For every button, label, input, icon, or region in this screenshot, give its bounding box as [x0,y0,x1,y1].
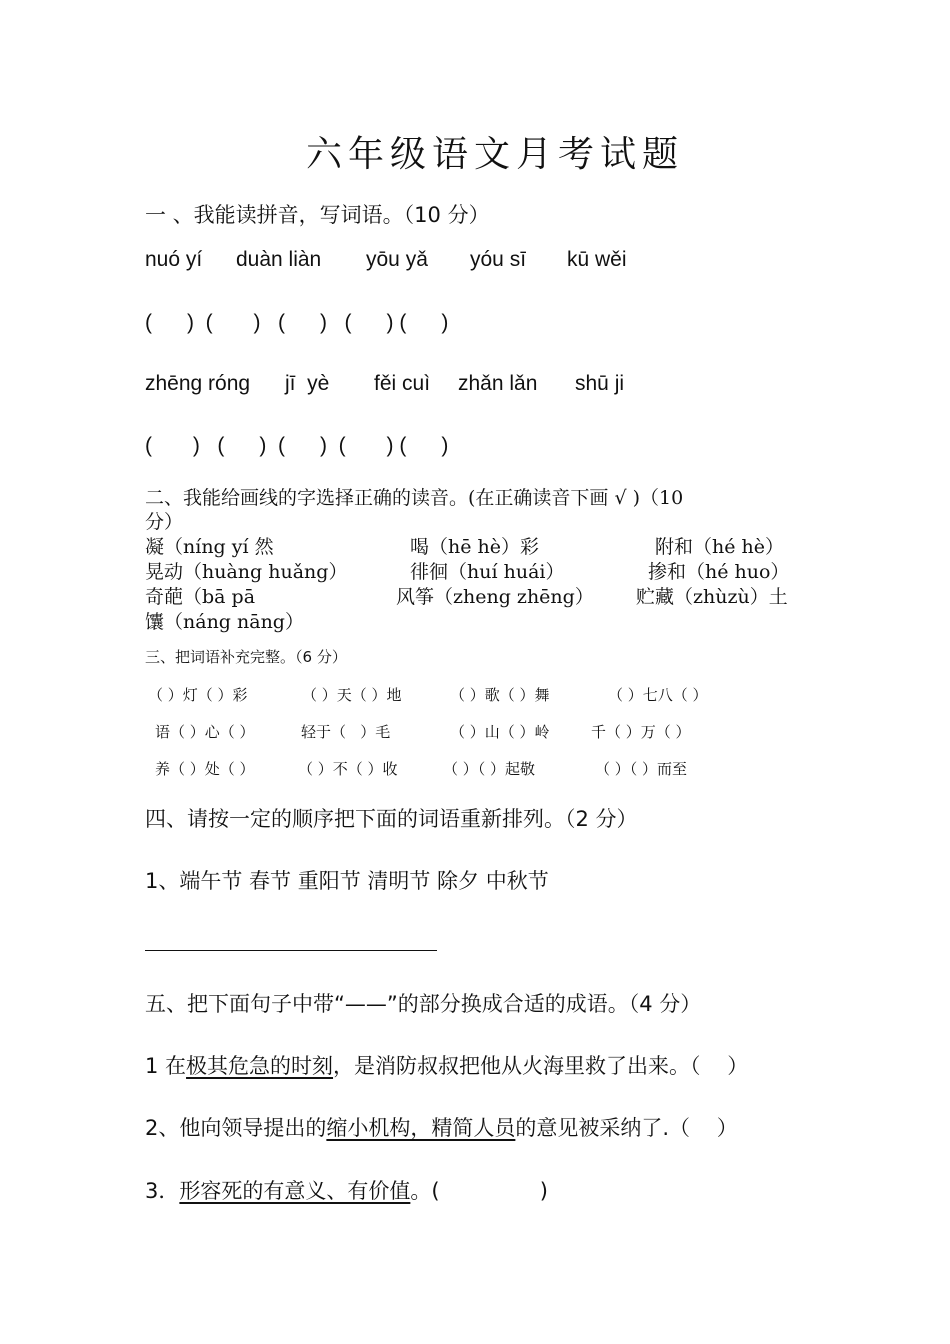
reading-item: 馕（náng nāng） [145,611,304,633]
answer-blanks-2[interactable]: ( ) ( ) ( ) ( ) ( ) [145,434,449,457]
question-1: 1 在极其危急的时刻，是消防叔叔把他从火海里救了出来。（ ） [145,1054,749,1078]
idiom-fill[interactable]: （ ）歌（ ）舞 [450,686,550,704]
idiom-fill[interactable]: 千（ ）万（ ） [591,723,691,741]
answer-blanks-1[interactable]: ( ) ( ) ( ) ( ) ( ) [145,311,449,334]
pinyin-1-4: yóu sī [470,248,527,271]
idiom-fill[interactable]: （ ）不（ ）收 [298,760,398,778]
pinyin-2-3: fěi cuì [374,372,431,395]
pinyin-1-2: duàn liàn [236,248,322,271]
idiom-fill[interactable]: 养（ ）处（ ） [155,760,255,778]
question-2: 2、他向领导提出的缩小机构，精简人员的意见被采纳了.（ ） [145,1116,738,1140]
reading-item: 掺和（hé huo） [648,561,790,583]
order-item: 1、端午节 春节 重阳节 清明节 除夕 中秋节 [145,869,549,893]
section-4-heading: 四、请按一定的顺序把下面的词语重新排列。（2 分） [145,807,638,831]
reading-item: 徘徊（huí huái） [410,561,565,583]
reading-item: 凝（níng yí 然 [145,536,274,558]
pinyin-2-1: zhēng róng [145,372,251,395]
reading-item: 晃动（huàng huǎng） [145,561,348,583]
underlined-phrase: 缩小机构，精简人员 [326,1116,516,1140]
reading-item: 附和（hé hè） [655,536,785,558]
page-title: 六年级语文月考试题 [305,134,684,175]
idiom-fill[interactable]: （ ）天（ ）地 [302,686,402,704]
section-5-heading: 五、把下面句子中带“——”的部分换成合适的成语。（4 分） [145,992,702,1016]
section-2-heading: 二、我能给画线的字选择正确的读音。(在正确读音下画 √ )（10 [145,487,684,509]
pinyin-2-4: zhǎn lǎn [458,372,538,395]
underlined-phrase: 形容死的有意义、有价值 [179,1179,411,1203]
idiom-fill[interactable]: （ ）山（ ）岭 [450,723,550,741]
section-2-heading-cont: 分） [145,511,184,533]
idiom-fill[interactable]: （ ）（ ）起敬 [443,760,536,778]
reading-item: 奇葩（bā pā [145,586,256,608]
pinyin-1-3: yōu yǎ [366,248,428,271]
section-3-heading: 三、把词语补充完整。（6 分） [145,648,347,666]
section-1-heading: 一 、我能读拼音，写词语。（10 分） [145,203,490,227]
idiom-fill[interactable]: 轻于（ ）毛 [301,723,391,741]
pinyin-2-2: jī yè [285,372,330,395]
idiom-fill[interactable]: （ ）灯（ ）彩 [148,686,248,704]
pinyin-1-1: nuó yí [145,248,203,271]
pinyin-2-5: shū ji [575,372,625,395]
reading-item: 贮藏（zhùzù）土 [636,586,788,608]
reading-item: 喝（hē hè）彩 [410,536,540,558]
question-3: 3．形容死的有意义、有价值。( ) [145,1179,548,1203]
pinyin-1-5: kū wěi [567,248,627,271]
idiom-fill[interactable]: （ ）（ ）而至 [595,760,688,778]
answer-line[interactable] [145,950,437,951]
idiom-fill[interactable]: （ ）七八（ ） [608,686,708,704]
idiom-fill[interactable]: 语（ ）心（ ） [155,723,255,741]
underlined-phrase: 极其危急的时刻 [186,1054,334,1078]
reading-item: 风筝（zheng zhēng） [396,586,594,608]
